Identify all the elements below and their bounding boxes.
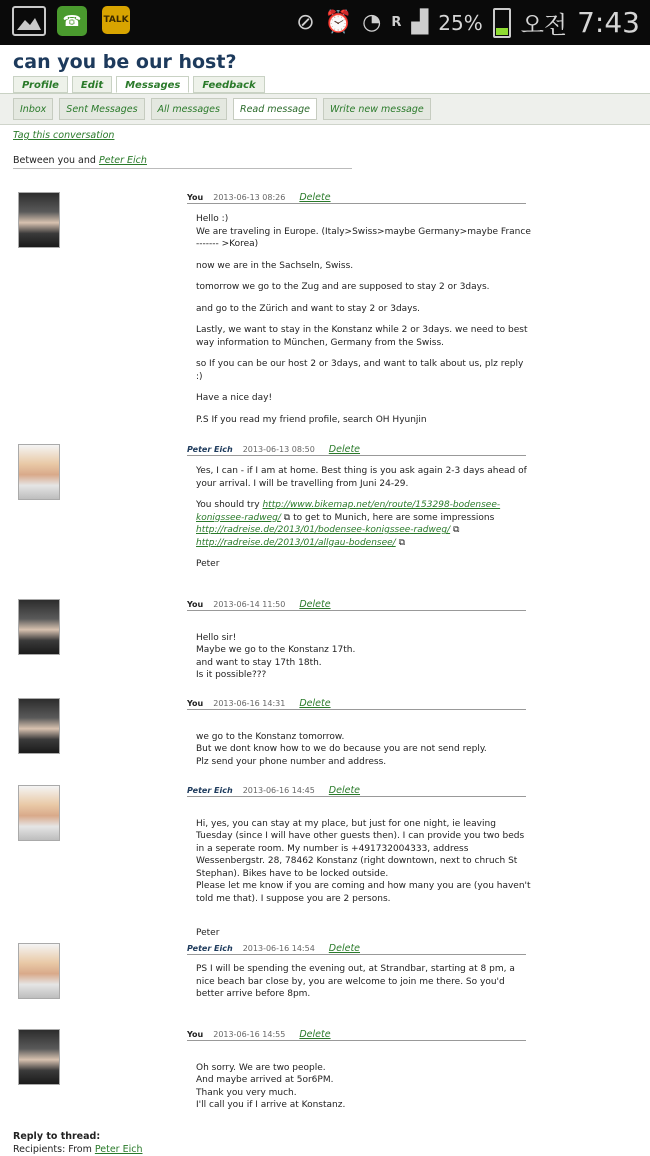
- message-divider: [187, 610, 526, 611]
- message-body: [196, 805, 531, 961]
- radreise-link-1[interactable]: http://radreise.de/2013/01/bodensee-konigssee-radweg/: [196, 525, 451, 535]
- message-paragraph: We are traveling in Europe. (Italy>Swiss>maybe Germany>maybe France ------- >Korea): [196, 226, 531, 249]
- message-date: 2013-06-13 08:50: [242, 445, 315, 454]
- avatar[interactable]: [18, 698, 60, 754]
- delete-link[interactable]: Delete: [328, 785, 361, 796]
- message-divider: [187, 796, 526, 797]
- external-link-icon: ⧉: [283, 512, 291, 523]
- page-title: can you be our host?: [13, 51, 237, 73]
- message-author: Peter Eich: [187, 445, 233, 454]
- message-date: 2013-06-16 14:54: [242, 944, 315, 953]
- battery-icon: [493, 8, 511, 38]
- message-paragraph: and go to the Zürich and want to stay 2 or 3days.: [196, 303, 421, 314]
- recipient-link[interactable]: Peter Eich: [94, 1144, 143, 1155]
- message-date: 2013-06-16 14:55: [213, 1030, 286, 1039]
- reply-recipients: [13, 1144, 143, 1155]
- message-date: 2013-06-14 11:50: [213, 600, 286, 609]
- subtab-read-message[interactable]: Read message: [233, 98, 317, 120]
- mute-icon: ⊘: [296, 10, 315, 35]
- status-bar: [0, 0, 650, 45]
- subtab-all-messages[interactable]: All messages: [151, 98, 227, 120]
- message-text: You should try: [196, 500, 263, 510]
- wifi-icon: ◔: [362, 10, 382, 35]
- message-body: [196, 1049, 531, 1133]
- bikemap-link[interactable]: http://www.bikemap.net/en/route/153298-bodensee-konigssee-radweg/: [196, 500, 501, 523]
- message-date: 2013-06-16 14:31: [213, 699, 286, 708]
- delete-link[interactable]: Delete: [299, 1029, 331, 1040]
- message-paragraph: Have a nice day!: [196, 393, 273, 403]
- message-paragraph: tomorrow we go to the Zug and are supposed to stay 2 or 3days.: [196, 282, 490, 292]
- message-paragraph: Hello :): [196, 214, 229, 224]
- message-author: You: [187, 699, 204, 708]
- conversation-participants: [13, 155, 147, 166]
- avatar[interactable]: [18, 599, 60, 655]
- message-date: 2013-06-16 14:45: [242, 786, 315, 795]
- recipients-label: Recipients: From: [13, 1144, 95, 1155]
- delete-link[interactable]: Delete: [328, 943, 361, 954]
- network-type-label: R: [391, 15, 402, 30]
- message-divider: [187, 709, 526, 710]
- radreise-link-2[interactable]: http://radreise.de/2013/01/allgau-bodensee/: [196, 537, 396, 548]
- message-author: Peter Eich: [187, 944, 233, 953]
- participants-divider: [13, 168, 352, 169]
- message-paragraph: so If you can be our host 2 or 3days, and want to talk about us, plz reply :): [196, 359, 524, 382]
- message-paragraph: Oh sorry. We are two people. And maybe arrived at 5or6PM. Thank you very much. I'll call you if I arrive at Konstanz.: [196, 1062, 346, 1110]
- message-paragraph: we go to the Konstanz tomorrow. But we dont know how to we do because you are not send reply. Plz send your phone number and address.: [196, 731, 487, 767]
- main-tabs: [13, 76, 265, 93]
- external-link-icon: ⧉: [398, 537, 406, 548]
- message-author: Peter Eich: [187, 786, 233, 795]
- message-text: to get to Munich, here are some impressions: [290, 512, 495, 523]
- message-author: You: [187, 1030, 204, 1039]
- avatar[interactable]: [18, 1029, 60, 1085]
- delete-link[interactable]: Delete: [299, 698, 331, 709]
- between-text: Between you and: [13, 155, 96, 166]
- message-date: 2013-06-13 08:26: [213, 193, 286, 202]
- message-paragraph: Peter: [196, 559, 220, 569]
- message-body: [196, 619, 531, 703]
- avatar[interactable]: [18, 785, 60, 841]
- message-body: [196, 963, 531, 1010]
- message-author: You: [187, 600, 204, 609]
- tag-conversation-link[interactable]: Tag this conversation: [13, 130, 115, 141]
- message-author: You: [187, 193, 204, 202]
- message-paragraph: [196, 499, 531, 549]
- message-divider: [187, 954, 526, 955]
- message-divider: [187, 455, 526, 456]
- delete-link[interactable]: Delete: [299, 599, 331, 610]
- clock-ampm: 오전: [520, 11, 568, 39]
- signal-icon: ▟: [411, 10, 429, 35]
- tab-edit[interactable]: Edit: [72, 76, 112, 93]
- avatar[interactable]: [18, 192, 60, 248]
- clock-time: 7:43: [577, 6, 640, 39]
- message-paragraph: P.S If you read my friend profile, search OH Hyunjin: [196, 414, 427, 425]
- phone-icon: ☎: [57, 6, 87, 36]
- avatar[interactable]: [18, 444, 60, 500]
- reply-heading: Reply to thread:: [13, 1131, 101, 1142]
- external-link-icon: ⧉: [453, 525, 460, 535]
- subtab-write-new-message[interactable]: Write new message: [323, 98, 431, 120]
- delete-link[interactable]: Delete: [299, 192, 331, 203]
- battery-percent: 25%: [438, 10, 483, 35]
- message-paragraph: Yes, I can - if I am at home. Best thing is you ask again 2-3 days ahead of your arrival. I will be travelling from Juni 24-29.: [196, 466, 527, 489]
- kakaotalk-icon: TALK: [102, 6, 130, 34]
- message-paragraph: Lastly, we want to stay in the Konstanz while 2 or 3days. we need to best way information to München, Germany from the Swiss.: [196, 325, 528, 348]
- avatar[interactable]: [18, 943, 60, 999]
- alarm-icon: ⏰: [324, 10, 353, 35]
- tab-profile[interactable]: Profile: [13, 76, 68, 93]
- message-body: [196, 213, 531, 435]
- message-paragraph: Hi, yes, you can stay at my place, but just for one night, ie leaving Tuesday (since I will have other guests then). I can provide you two beds in a seperate room. My number is +491732004333, address Wessenbergstr. 28, 78462 Konstanz (right downtown, next to chruch St Stephan). Bikes have to be locked outside. Please let me know if you are coming and how many you are (you haven't told me that). I suppose you are 2 persons.: [196, 818, 531, 904]
- message-subtabs: [13, 98, 431, 120]
- delete-link[interactable]: Delete: [328, 444, 361, 455]
- message-divider: [187, 1040, 526, 1041]
- subtab-sent-messages[interactable]: Sent Messages: [59, 98, 144, 120]
- tab-messages[interactable]: Messages: [116, 76, 189, 93]
- gallery-icon: [12, 6, 46, 36]
- message-paragraph: now we are in the Sachseln, Swiss.: [196, 260, 354, 271]
- message-body: [196, 465, 531, 580]
- message-paragraph: Peter: [196, 927, 220, 938]
- subtab-inbox[interactable]: Inbox: [13, 98, 53, 120]
- participant-link[interactable]: Peter Eich: [98, 155, 147, 166]
- message-divider: [187, 203, 526, 204]
- tab-feedback[interactable]: Feedback: [193, 76, 264, 93]
- message-body: [196, 718, 531, 790]
- message-paragraph: PS I will be spending the evening out, at Strandbar, starting at 8 pm, a nice beach bar close by, you are welcome to join me there. So you'd better arrive before 8pm.: [196, 964, 515, 999]
- message-paragraph: Hello sir! Maybe we go to the Konstanz 17th. and want to stay 17th 18th. Is it possible???: [196, 632, 356, 680]
